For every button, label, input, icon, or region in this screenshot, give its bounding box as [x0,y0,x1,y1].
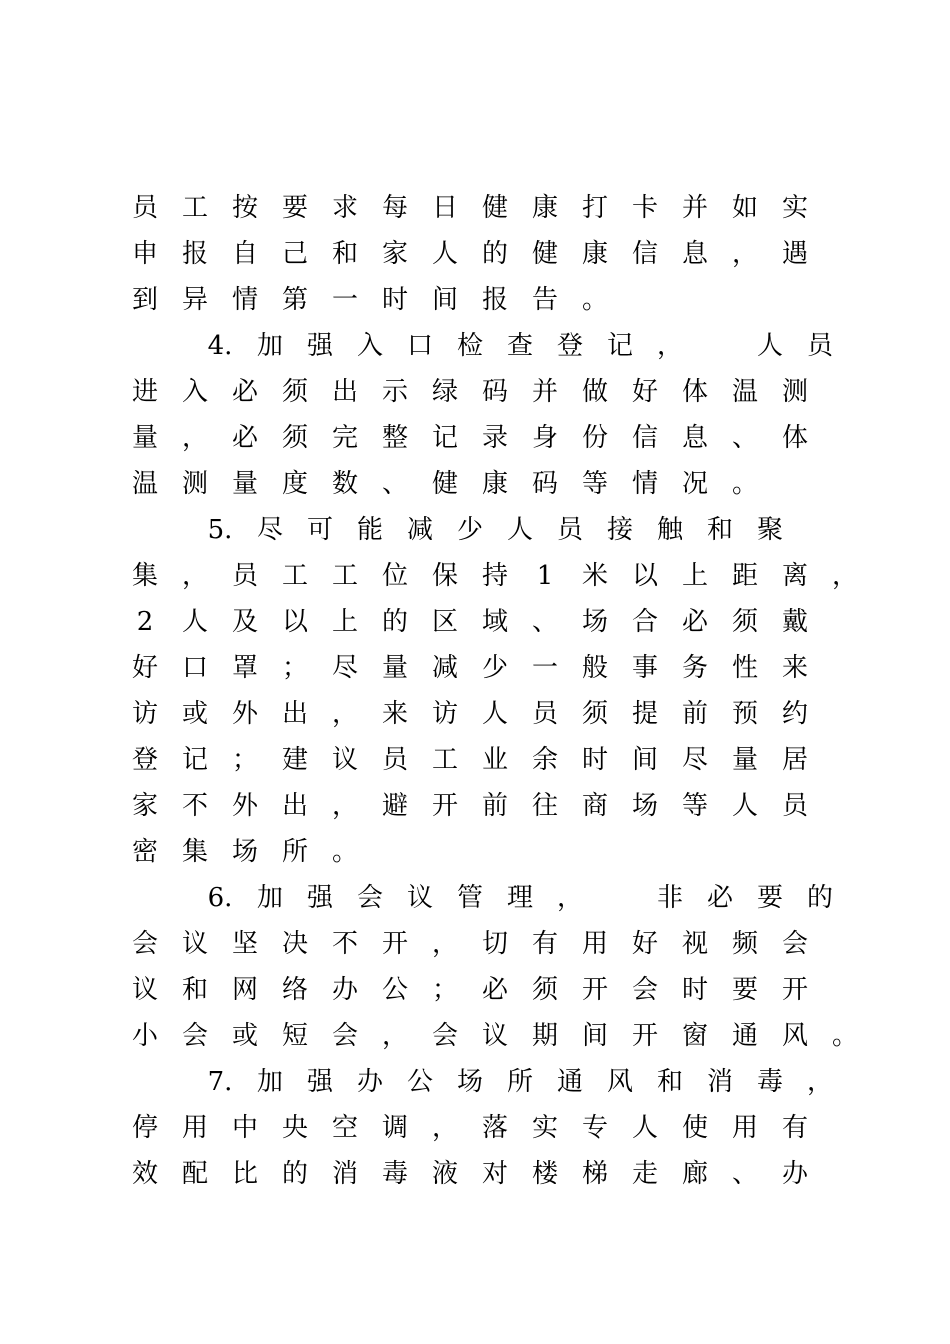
document-page: 员 工 按 要 求 每 日 健 康 打 卡 并 如 实 申 报 自 己 和 家 人 的 健 康 信 息 ， 遇 到 异 情 第 一 时 间 报 告 。 4. 加 强 入 口 检 查 登 记 ， 人 员 进 入 必 须 出 示 绿 码 并 做 好 体 温 测 量 ， 必 须 完 整 记 录 身 份 信 息 、 体 温 测 量 度 数 、 健 康 码 等 情 况 。 5. 尽 可 能 减 少 人 员 接 触 和 聚 集 ， 员 工 工 位 保 持 1 米 以 上 距 离 ， 2 人 及 以 上 的 区 域 、 场 合 必 须 戴 好 口 罩 ； 尽 量 减 少 一 般 事 务 性 来 访 或 外 出 ， 来 访 人 员 须 提 前 预 约 登 记 ； 建 议 员 工 业 余 时 间 尽 量 居 家 不 外 出 ， 避 开 前 往 商 场 等 人 员 密 集 场 所 。 6. 加 强 会 议 管 理 ， 非 必 要 的 会 议 坚 决 不 开 ， 切 有 用 好 视 频 会 议 和 网 络 办 公 ； 必 须 开 会 时 要 开 小 会 或 短 会 ， 会 议 期 间 开 窗 通 风 。 7. 加 强 办 公 场 所 通 风 和 消 毒 ， 停 用 中 央 空 调 ， 落 实 专 人 使 用 有 效 配 比 的 消 毒 液 对 楼 梯 走 廊 、 办 [0,0,950,1344]
